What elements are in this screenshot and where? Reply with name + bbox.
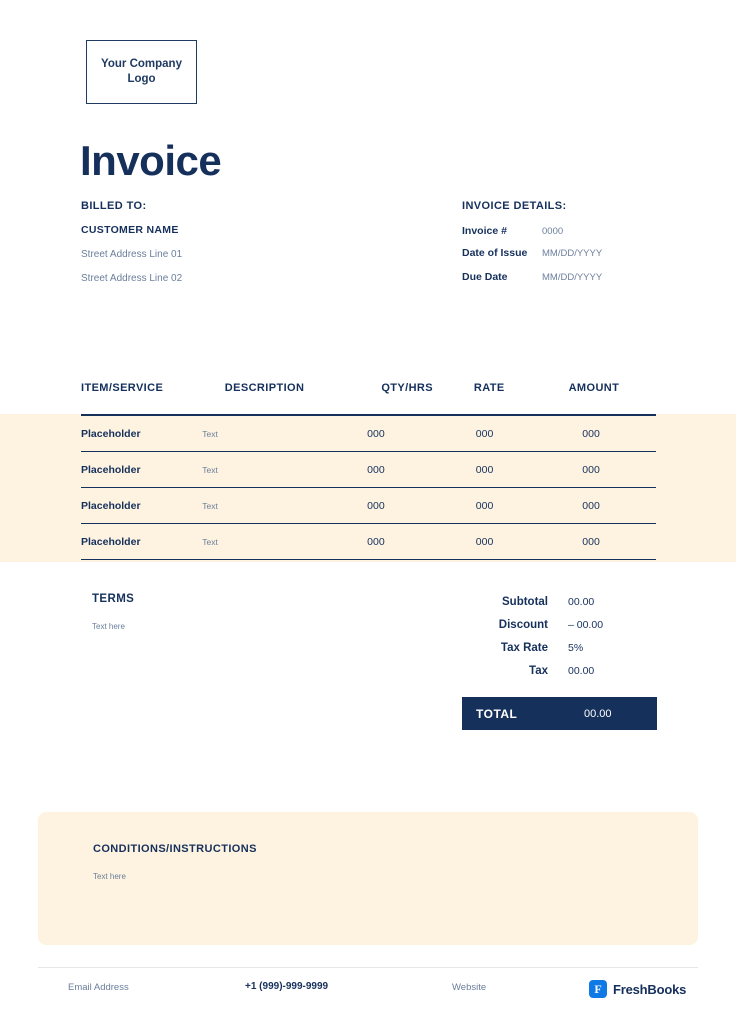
row-rate: 000 — [475, 427, 494, 440]
total-bar — [462, 697, 657, 730]
total-label: TOTAL — [476, 706, 518, 721]
customer-name: CUSTOMER NAME — [81, 224, 179, 236]
table-row — [81, 416, 656, 451]
row-rate: 000 — [475, 535, 494, 548]
header-item-service: ITEM/SERVICE — [81, 382, 164, 394]
date-of-issue-value: MM/DD/YYYY — [542, 248, 603, 259]
row-amount: 000 — [582, 535, 600, 548]
freshbooks-logo — [589, 980, 686, 998]
table-row — [81, 524, 656, 559]
conditions-panel — [38, 812, 698, 945]
footer-phone: +1 (999)-999-9999 — [245, 981, 329, 992]
table-row — [81, 452, 656, 487]
row-description: Text — [202, 428, 218, 439]
totals-block — [462, 590, 657, 682]
tax-rate-value: 5% — [568, 641, 584, 654]
subtotal-value: 00.00 — [568, 595, 595, 608]
row-qty: 000 — [367, 535, 385, 548]
discount-label: Discount — [498, 618, 548, 631]
freshbooks-mark-icon: F — [589, 980, 607, 998]
row-amount: 000 — [582, 427, 600, 440]
due-date-value: MM/DD/YYYY — [542, 272, 603, 283]
billed-to-label: BILLED TO: — [81, 200, 147, 212]
due-date-label: Due Date — [462, 271, 508, 283]
tax-rate-label: Tax Rate — [500, 641, 548, 654]
row-description: Text — [202, 500, 218, 511]
tax-row — [462, 659, 657, 682]
date-of-issue-row — [462, 247, 682, 259]
header-description: DESCRIPTION — [224, 382, 305, 394]
footer-divider — [38, 967, 698, 968]
customer-address-line-1: Street Address Line 01 — [81, 249, 183, 260]
due-date-row — [462, 271, 682, 283]
logo-line-2: Logo — [127, 73, 156, 85]
table-header-row — [81, 382, 656, 414]
logo-line-1: Your Company — [101, 58, 182, 70]
total-value: 00.00 — [584, 707, 612, 720]
row-item: Placeholder — [81, 427, 141, 440]
company-logo-placeholder — [86, 40, 197, 104]
row-item: Placeholder — [81, 499, 141, 512]
invoice-details-label: INVOICE DETAILS: — [462, 200, 567, 212]
footer-email: Email Address — [68, 982, 129, 993]
row-qty: 000 — [367, 463, 385, 476]
line-items-table — [81, 382, 656, 560]
row-item: Placeholder — [81, 535, 141, 548]
row-item: Placeholder — [81, 463, 141, 476]
table-row — [81, 488, 656, 523]
header-amount: AMOUNT — [568, 382, 620, 394]
row-description: Text — [202, 536, 218, 547]
invoice-number-label: Invoice # — [462, 225, 507, 237]
page-title: Invoice — [80, 137, 222, 184]
customer-address-line-2: Street Address Line 02 — [81, 273, 183, 284]
row-amount: 000 — [582, 463, 600, 476]
row-amount: 000 — [582, 499, 600, 512]
tax-rate-row — [462, 636, 657, 659]
freshbooks-wordmark: FreshBooks — [613, 981, 687, 997]
row-rate: 000 — [475, 499, 494, 512]
invoice-number-row — [462, 225, 682, 237]
subtotal-label: Subtotal — [502, 595, 548, 608]
tax-label: Tax — [529, 664, 548, 677]
conditions-text: Text here — [93, 872, 126, 881]
terms-text: Text here — [92, 622, 125, 631]
header-qty-hrs: QTY/HRS — [381, 382, 434, 394]
discount-row — [462, 613, 657, 636]
discount-value: – 00.00 — [568, 618, 604, 631]
footer-website: Website — [452, 982, 487, 993]
row-qty: 000 — [367, 427, 385, 440]
row-rate: 000 — [475, 463, 494, 476]
header-rate: RATE — [473, 382, 505, 394]
conditions-title: CONDITIONS/INSTRUCTIONS — [93, 843, 257, 855]
subtotal-row — [462, 590, 657, 613]
tax-value: 00.00 — [568, 664, 595, 677]
table-bottom-divider — [81, 559, 656, 560]
row-qty: 000 — [367, 499, 385, 512]
terms-title: TERMS — [92, 593, 135, 605]
invoice-number-value: 0000 — [542, 226, 564, 237]
row-description: Text — [202, 464, 218, 475]
date-of-issue-label: Date of Issue — [462, 247, 528, 259]
